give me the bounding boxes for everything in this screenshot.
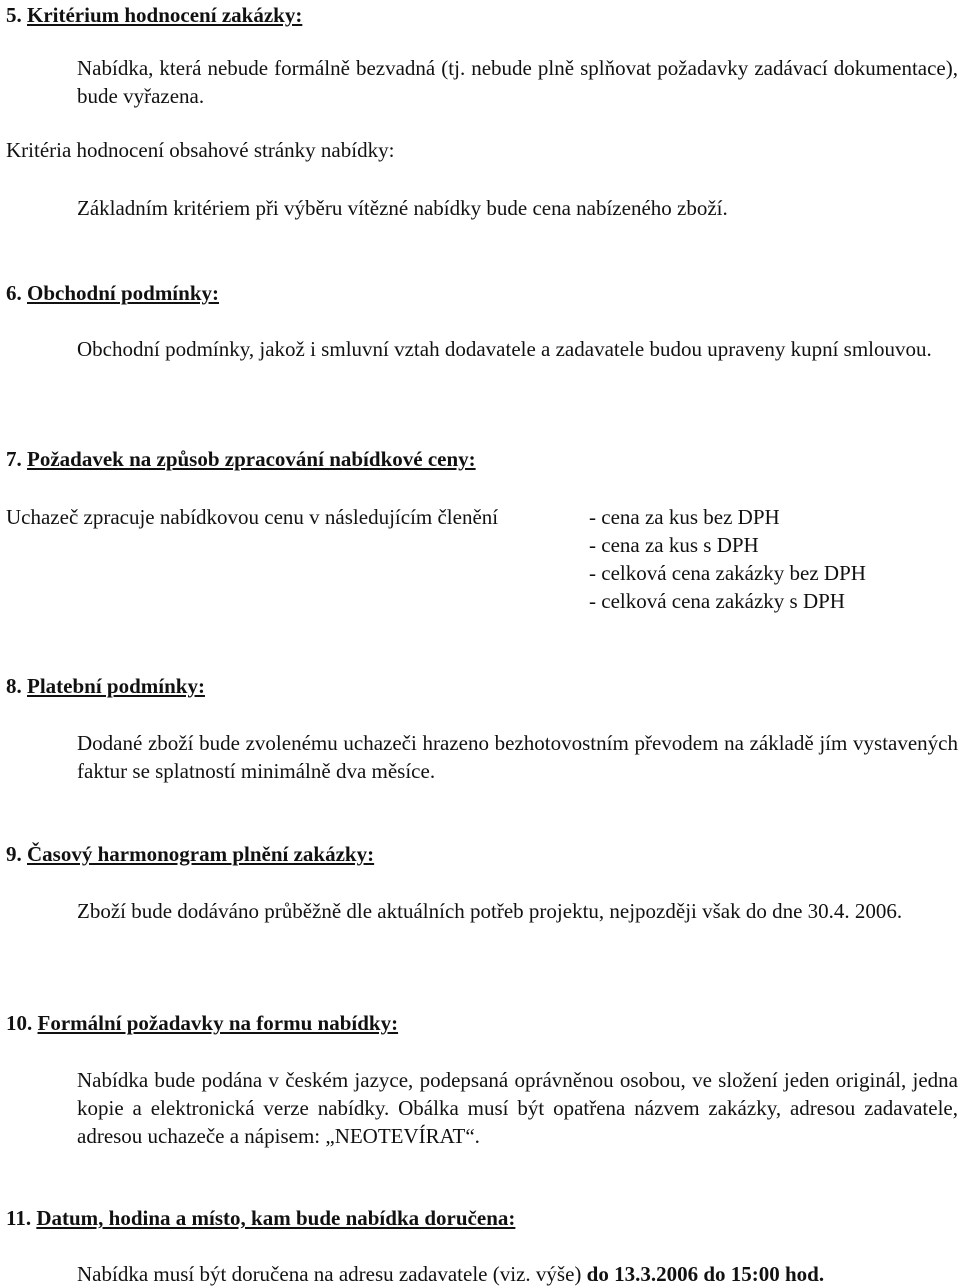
section-5-paragraph-1 xyxy=(6,54,958,110)
paragraph-text: Obchodní podmínky, jakož i smluvní vztah dodavatele a zadavatele budou upraveny kupní smlouvou. xyxy=(77,337,932,361)
list-item: - cena za kus s DPH xyxy=(589,533,759,557)
section-title: Požadavek na způsob zpracování nabídkové ceny: xyxy=(27,447,476,471)
section-5-paragraph-2: Kritéria hodnocení obsahové stránky nabídky: xyxy=(6,138,395,162)
delivery-text: Nabídka musí být doručena na adresu zadavatele (viz. výše) xyxy=(77,1262,582,1286)
section-11-heading xyxy=(6,1205,515,1231)
section-number: 6. xyxy=(6,281,22,305)
paragraph-text: Dodané zboží bude zvolenému uchazeči hrazeno bezhotovostním převodem na základě jím vystavených faktur se splatností minimálně dva měsíce. xyxy=(77,731,958,783)
paragraph-text: Nabídka bude podána v českém jazyce, podepsaná oprávněnou osobou, ve složení jeden originál, jedna kopie a elektronická verze nabídky. Obálka musí být opatřena názvem zakázky, adresou zadavatele, adresou uchazeče a nápisem: „NEOTEVÍRAT“. xyxy=(77,1068,958,1148)
section-7-heading xyxy=(6,446,476,472)
section-number: 8. xyxy=(6,674,22,698)
section-6-paragraph-1 xyxy=(6,335,958,363)
section-number: 9. xyxy=(6,842,22,866)
section-7-intro: Uchazeč zpracuje nabídkovou cenu v následujícím členění xyxy=(6,505,499,529)
section-8-heading xyxy=(6,673,205,699)
section-9-paragraph-1 xyxy=(6,897,958,925)
section-number: 10. xyxy=(6,1011,33,1035)
section-number: 5. xyxy=(6,3,22,27)
list-item: - celková cena zakázky s DPH xyxy=(589,589,845,613)
section-number: 11. xyxy=(6,1206,32,1230)
list-item: - cena za kus bez DPH xyxy=(589,505,780,529)
section-5-paragraph-3: Základním kritériem při výběru vítězné nabídky bude cena nabízeného zboží. xyxy=(77,196,728,220)
section-title: Platební podmínky: xyxy=(27,674,205,698)
section-5-heading xyxy=(6,2,302,28)
paragraph-text: Zboží bude dodáváno průběžně dle aktuálních potřeb projektu, nejpozději však do dne 30.4. 2006. xyxy=(77,899,903,923)
section-10-heading xyxy=(6,1010,398,1036)
section-title: Obchodní podmínky: xyxy=(27,281,219,305)
section-title: Formální požadavky na formu nabídky: xyxy=(37,1011,399,1035)
price-breakdown-list xyxy=(589,503,866,615)
section-6-heading xyxy=(6,280,219,306)
delivery-deadline: do 13.3.2006 do 15:00 hod. xyxy=(586,1262,825,1286)
paragraph-text: Nabídka, která nebude formálně bezvadná (tj. nebude plně splňovat požadavky zadávací dokumentace), bude vyřazena. xyxy=(77,56,958,108)
section-10-paragraph-1 xyxy=(6,1066,958,1150)
section-9-heading xyxy=(6,841,374,867)
section-number: 7. xyxy=(6,447,22,471)
section-title: Kritérium hodnocení zakázky: xyxy=(27,3,303,27)
section-11-paragraph-1 xyxy=(77,1261,824,1287)
section-8-paragraph-1 xyxy=(6,729,958,785)
section-title: Časový harmonogram plnění zakázky: xyxy=(27,842,375,866)
section-title: Datum, hodina a místo, kam bude nabídka doručena: xyxy=(36,1206,516,1230)
list-item: - celková cena zakázky bez DPH xyxy=(589,561,866,585)
